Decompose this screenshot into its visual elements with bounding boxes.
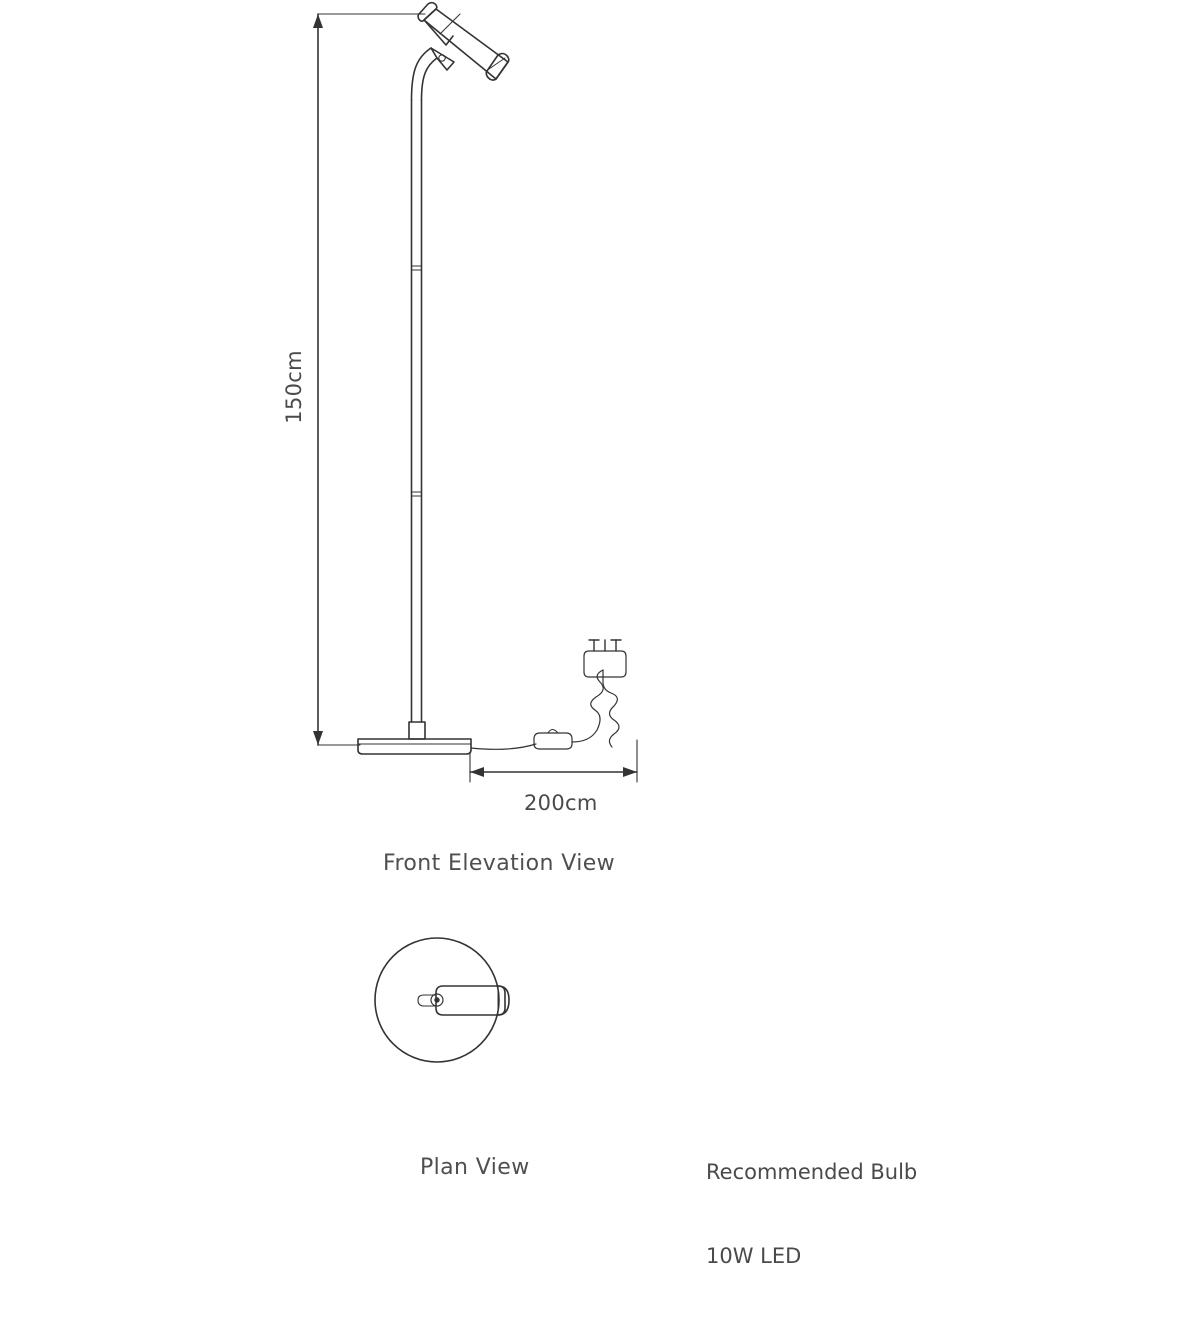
height-dimension-line [313,14,425,745]
height-dimension-label [258,258,330,424]
recommended-bulb-title: Recommended Bulb [706,1160,918,1184]
width-dimension-label: 200cm [524,791,598,815]
lamp-stem [412,48,438,722]
stem-collar [409,722,425,739]
recommended-bulb-note [706,1102,917,1326]
front-elevation-lamp [358,3,626,754]
plan-view-lamp [375,938,509,1062]
power-cord [471,640,626,749]
recommended-bulb-spec: 10W LED [706,1244,802,1268]
front-elevation-view-label: Front Elevation View [383,851,616,876]
spotlight-head [418,3,509,80]
height-dimension-text: 150cm [282,350,306,424]
plan-view-label: Plan View [420,1155,530,1180]
lamp-base [358,739,471,754]
